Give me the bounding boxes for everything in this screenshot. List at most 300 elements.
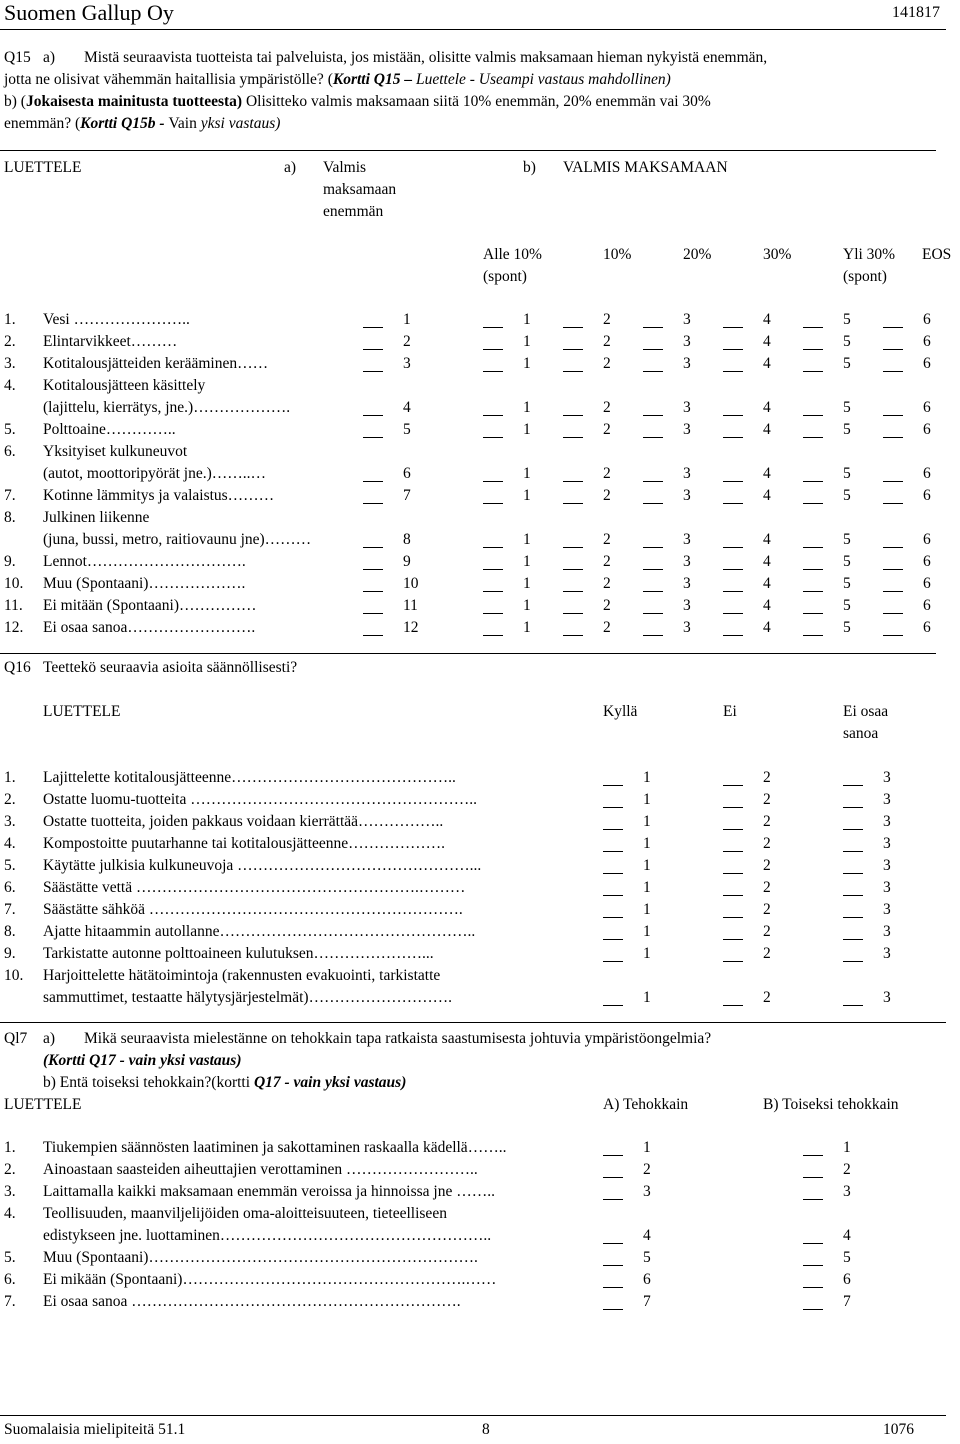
q16-col-yes: Kyllä <box>603 703 638 720</box>
q16-answer-line[interactable] <box>603 873 623 874</box>
q17-code-most-effective: 2 <box>643 1161 651 1178</box>
q15-item-number: 9. <box>4 553 16 570</box>
q15-label: Q15 <box>4 49 31 66</box>
q15-scale-code: 5 <box>843 531 851 548</box>
q16-rule-bottom <box>0 1022 946 1023</box>
q15-scale-code: 4 <box>763 311 771 328</box>
q15-answer-line[interactable] <box>883 503 903 504</box>
q15-scale-code: 5 <box>843 487 851 504</box>
q15-scale-code: 5 <box>843 399 851 416</box>
q17-answer-line[interactable] <box>603 1243 623 1244</box>
q15-scale-code: 3 <box>683 311 691 328</box>
q16-answer-line[interactable] <box>603 939 623 940</box>
q15-answer-line[interactable] <box>363 437 383 438</box>
q16-answer-line[interactable] <box>843 939 863 940</box>
q17-col-most-effective: A) Tehokkain <box>603 1096 689 1113</box>
q16-item-label: Ostatte tuotteita, joiden pakkaus voidaan kierrättää…………….. <box>43 813 444 830</box>
q17-answer-line[interactable] <box>603 1309 623 1310</box>
q15-item-label: Kotinne lämmitys ja valaistus……… <box>43 487 275 504</box>
q15-item-label-line1: Julkinen liikenne <box>43 509 150 526</box>
q15-answer-line[interactable] <box>563 503 583 504</box>
q15-scale-code: 6 <box>923 355 931 372</box>
q15-scale-header: EOS <box>922 246 952 263</box>
q16-answer-line[interactable] <box>603 829 623 830</box>
q15-item-label-line1: Kotitalousjätteen käsittely <box>43 377 206 394</box>
q15-item-code: 12 <box>403 619 419 636</box>
footer-page-number: 8 <box>482 1421 490 1438</box>
q15-part-a-marker: a) <box>43 49 56 66</box>
q16-col-no: Ei <box>723 703 737 720</box>
q15-item-code: 11 <box>403 597 418 614</box>
q16-code-no: 2 <box>763 923 771 940</box>
q16-code-dk: 3 <box>883 769 891 786</box>
q15-answer-line[interactable] <box>883 547 903 548</box>
q15-scale-code: 4 <box>763 597 771 614</box>
q15-item-code: 8 <box>403 531 411 548</box>
q16-answer-line[interactable] <box>723 873 743 874</box>
q15-answer-line[interactable] <box>563 591 583 592</box>
q15-answer-line[interactable] <box>563 547 583 548</box>
q15-answer-line[interactable] <box>723 415 743 416</box>
q15-scale-code: 5 <box>843 597 851 614</box>
q15-answer-line[interactable] <box>363 635 383 636</box>
q16-code-yes: 1 <box>643 769 651 786</box>
q16-answer-line[interactable] <box>843 785 863 786</box>
q15-scale-code: 6 <box>923 619 931 636</box>
q16-answer-line[interactable] <box>723 939 743 940</box>
q15-answer-line[interactable] <box>883 591 903 592</box>
q16-item-number: 2. <box>4 791 16 808</box>
q15-answer-line[interactable] <box>643 635 663 636</box>
q15-answer-line[interactable] <box>643 547 663 548</box>
q17-answer-line[interactable] <box>803 1155 823 1156</box>
q15-item-code: 9 <box>403 553 411 570</box>
q15-item-code: 7 <box>403 487 411 504</box>
q16-answer-line[interactable] <box>603 851 623 852</box>
q15-answer-line[interactable] <box>723 327 743 328</box>
q16-code-dk: 3 <box>883 813 891 830</box>
q15-answer-line[interactable] <box>563 371 583 372</box>
q16-item-label: Ajatte hitaammin autollanne………………………………………….. <box>43 923 476 940</box>
q15-answer-line[interactable] <box>883 481 903 482</box>
q15-answer-line[interactable] <box>723 547 743 548</box>
q17-question-a: Mikä seuraavista mielestänne on tehokkain tapa ratkaista saastumisesta johtuvia ympäristöongelmia? <box>84 1030 712 1047</box>
q15-answer-line[interactable] <box>883 635 903 636</box>
q15-answer-line[interactable] <box>723 503 743 504</box>
q15-scale-code: 1 <box>523 597 531 614</box>
q15-answer-line[interactable] <box>363 349 383 350</box>
q17-answer-line[interactable] <box>803 1199 823 1200</box>
q15-answer-line[interactable] <box>803 415 823 416</box>
q17-answer-line[interactable] <box>603 1199 623 1200</box>
q16-item-number: 5. <box>4 857 16 874</box>
q16-item-number: 6. <box>4 879 16 896</box>
q15-scale-code: 6 <box>923 421 931 438</box>
q17-question-b: b) Entä toiseksi tehokkain?(kortti Q17 - vain yksi vastaus) <box>43 1074 407 1091</box>
q15-answer-line[interactable] <box>563 437 583 438</box>
q15-col-luettele: LUETTELE <box>4 159 82 176</box>
q17-label: Ql7 <box>4 1030 28 1047</box>
q16-code-dk: 3 <box>883 857 891 874</box>
q15-answer-line[interactable] <box>363 569 383 570</box>
q16-answer-line[interactable] <box>843 961 863 962</box>
q16-item-label: sammuttimet, testaatte hälytysjärjestelmät)………………………. <box>43 989 452 1006</box>
q15-scale-code: 6 <box>923 553 931 570</box>
q16-item-number: 1. <box>4 769 16 786</box>
q16-answer-line[interactable] <box>723 961 743 962</box>
q15-answer-line[interactable] <box>563 327 583 328</box>
q15-answer-line[interactable] <box>643 591 663 592</box>
q15-scale-code: 6 <box>923 311 931 328</box>
q17-item-number: 1. <box>4 1139 16 1156</box>
q16-code-dk: 3 <box>883 945 891 962</box>
q15-answer-line[interactable] <box>883 327 903 328</box>
q15-answer-line[interactable] <box>643 569 663 570</box>
q15-rule-top <box>0 150 936 151</box>
q15-scale-code: 4 <box>763 575 771 592</box>
q15-scale-code: 1 <box>523 531 531 548</box>
q15-answer-line[interactable] <box>803 371 823 372</box>
q16-answer-line[interactable] <box>603 917 623 918</box>
q15-answer-line[interactable] <box>483 349 503 350</box>
q15-answer-line[interactable] <box>723 613 743 614</box>
q17-part-a-marker: a) <box>43 1030 56 1047</box>
q15-scale-code: 5 <box>843 311 851 328</box>
q15-answer-line[interactable] <box>483 415 503 416</box>
q15-answer-line[interactable] <box>483 437 503 438</box>
q15-answer-line[interactable] <box>723 591 743 592</box>
q15-answer-line[interactable] <box>723 349 743 350</box>
q16-answer-line[interactable] <box>843 829 863 830</box>
q15-scale-code: 4 <box>763 619 771 636</box>
q17-answer-line[interactable] <box>803 1177 823 1178</box>
q15-scale-code: 2 <box>603 311 611 328</box>
q16-label: Q16 <box>4 659 31 676</box>
q16-answer-line[interactable] <box>723 851 743 852</box>
q15-answer-line[interactable] <box>643 371 663 372</box>
q15-answer-line[interactable] <box>643 481 663 482</box>
q15-scale-code: 2 <box>603 553 611 570</box>
q15-item-label: (juna, bussi, metro, raitiovaunu jne)……… <box>43 531 312 548</box>
q15-answer-line[interactable] <box>563 415 583 416</box>
q15-item-number: 6. <box>4 443 16 460</box>
q16-code-dk: 3 <box>883 835 891 852</box>
q15-item-number: 12. <box>4 619 24 636</box>
q15-question-line1: Mistä seuraavista tuotteista tai palveluista, jos mistään, olisitte valmis maksamaan hieman nykyistä enemmän, <box>84 49 768 66</box>
q15-scale-code: 4 <box>763 553 771 570</box>
q15-item-number: 3. <box>4 355 16 372</box>
q17-col-luettele: LUETTELE <box>4 1096 82 1113</box>
q16-answer-line[interactable] <box>843 807 863 808</box>
q15-scale-code: 4 <box>763 399 771 416</box>
q16-item-label: Ostatte luomu-tuotteita ……………………………………………….. <box>43 791 477 808</box>
q15-scale-code: 2 <box>603 421 611 438</box>
q15-answer-line[interactable] <box>483 591 503 592</box>
q15-answer-line[interactable] <box>483 547 503 548</box>
q17-item-number: 5. <box>4 1249 16 1266</box>
q15-scale-code: 5 <box>843 465 851 482</box>
q15-scale-code: 4 <box>763 421 771 438</box>
q15-answer-line[interactable] <box>883 349 903 350</box>
q15-answer-line[interactable] <box>483 569 503 570</box>
q16-code-yes: 1 <box>643 945 651 962</box>
q16-code-yes: 1 <box>643 835 651 852</box>
q16-code-no: 2 <box>763 835 771 852</box>
q15-item-code: 5 <box>403 421 411 438</box>
q15-answer-line[interactable] <box>563 613 583 614</box>
q15-col-a-line3: enemmän <box>323 203 384 220</box>
q17-item-label: Ainoastaan saasteiden aiheuttajien verottaminen …………………….. <box>43 1161 478 1178</box>
q17-item-number: 4. <box>4 1205 16 1222</box>
q16-item-number: 7. <box>4 901 16 918</box>
q15-answer-line[interactable] <box>563 481 583 482</box>
q15-rule-bottom <box>0 653 936 654</box>
q17-code-second-effective: 6 <box>843 1271 851 1288</box>
q15-answer-line[interactable] <box>483 327 503 328</box>
q15-answer-line[interactable] <box>803 481 823 482</box>
q17-answer-line[interactable] <box>803 1265 823 1266</box>
q15-item-number: 2. <box>4 333 16 350</box>
q15-scale-header: 20% <box>683 246 712 263</box>
q15-answer-line[interactable] <box>883 371 903 372</box>
q16-answer-line[interactable] <box>843 851 863 852</box>
q15-scale-code: 3 <box>683 531 691 548</box>
q17-item-label: edistykseen jne. luottaminen…………………………………………….. <box>43 1227 492 1244</box>
q15-scale-code: 3 <box>683 399 691 416</box>
q16-answer-line[interactable] <box>843 917 863 918</box>
q15-answer-line[interactable] <box>643 415 663 416</box>
q15-answer-line[interactable] <box>723 481 743 482</box>
q16-answer-line[interactable] <box>723 785 743 786</box>
q15-answer-line[interactable] <box>563 635 583 636</box>
q15-col-a-marker: a) <box>284 159 297 176</box>
q15-scale-code: 5 <box>843 575 851 592</box>
header-rule <box>0 29 946 30</box>
q15-item-label: Ei mitään (Spontaani)…………… <box>43 597 257 614</box>
q15-answer-line[interactable] <box>803 569 823 570</box>
q16-item-label: Lajittelette kotitalousjätteenne…………………………………….. <box>43 769 456 786</box>
q15-answer-line[interactable] <box>883 437 903 438</box>
q16-answer-line[interactable] <box>843 1005 863 1006</box>
q16-code-yes: 1 <box>643 923 651 940</box>
q15-scale-code: 2 <box>603 487 611 504</box>
q15-item-number: 8. <box>4 509 16 526</box>
q15-item-label: Lennot…………………………. <box>43 553 246 570</box>
q15-answer-line[interactable] <box>723 569 743 570</box>
q17-item-number: 2. <box>4 1161 16 1178</box>
q15-scale-code: 4 <box>763 333 771 350</box>
q15-question-line2: jotta ne olisivat vähemmän haitallisia ympäristölle? (Kortti Q15 – Luettele - Useampi vastaus mahdollinen) <box>4 71 671 88</box>
q15-scale-code: 6 <box>923 487 931 504</box>
q15-answer-line[interactable] <box>363 503 383 504</box>
q16-answer-line[interactable] <box>603 807 623 808</box>
q15-answer-line[interactable] <box>363 547 383 548</box>
q15-answer-line[interactable] <box>363 371 383 372</box>
q17-answer-line[interactable] <box>803 1309 823 1310</box>
q15-scale-code: 3 <box>683 575 691 592</box>
q17-answer-line[interactable] <box>603 1287 623 1288</box>
q15-answer-line[interactable] <box>643 613 663 614</box>
q15-answer-line[interactable] <box>363 591 383 592</box>
q15-item-label: Kotitalousjätteiden kerääminen…… <box>43 355 269 372</box>
q15-item-number: 1. <box>4 311 16 328</box>
q17-code-most-effective: 4 <box>643 1227 651 1244</box>
q15-answer-line[interactable] <box>803 349 823 350</box>
q17-code-most-effective: 1 <box>643 1139 651 1156</box>
q17-code-second-effective: 4 <box>843 1227 851 1244</box>
q15-answer-line[interactable] <box>803 327 823 328</box>
q16-item-label: Säästätte vettä ……………………………………………….……… <box>43 879 466 896</box>
q15-scale-code: 1 <box>523 333 531 350</box>
q17-answer-line[interactable] <box>603 1155 623 1156</box>
q15-item-code: 3 <box>403 355 411 372</box>
q15-item-number: 10. <box>4 575 24 592</box>
q15-answer-line[interactable] <box>483 635 503 636</box>
q15-answer-line[interactable] <box>643 327 663 328</box>
q15-answer-line[interactable] <box>483 481 503 482</box>
q15-scale-code: 1 <box>523 421 531 438</box>
q15-scale-code: 1 <box>523 465 531 482</box>
q16-code-no: 2 <box>763 857 771 874</box>
q16-item-number: 8. <box>4 923 16 940</box>
q15-answer-line[interactable] <box>643 503 663 504</box>
q16-item-label: Säästätte sähköä ……………………………………………………. <box>43 901 463 918</box>
q16-code-yes: 1 <box>643 989 651 1006</box>
q15-item-code: 1 <box>403 311 411 328</box>
q17-item-label: Muu (Spontaani)………………………………………………………. <box>43 1249 478 1266</box>
q15-scale-code: 1 <box>523 355 531 372</box>
q16-code-yes: 1 <box>643 813 651 830</box>
q15-item-label: Ei osaa sanoa……………………. <box>43 619 256 636</box>
q15-scale-header: 10% <box>603 246 632 263</box>
q15-answer-line[interactable] <box>563 349 583 350</box>
q17-item-label: Ei osaa sanoa ………………………………………………………. <box>43 1293 461 1310</box>
q16-answer-line[interactable] <box>723 829 743 830</box>
q15-answer-line[interactable] <box>483 371 503 372</box>
q15-answer-line[interactable] <box>723 437 743 438</box>
q15-scale-code: 6 <box>923 531 931 548</box>
q15-item-label: Muu (Spontaani)………………. <box>43 575 246 592</box>
q15-scale-code: 3 <box>683 333 691 350</box>
q15-answer-line[interactable] <box>723 371 743 372</box>
q15-item-code: 2 <box>403 333 411 350</box>
q16-answer-line[interactable] <box>603 1005 623 1006</box>
q17-code-most-effective: 7 <box>643 1293 651 1310</box>
q15-answer-line[interactable] <box>363 327 383 328</box>
q16-question: Teettekö seuraavia asioita säännöllisesti? <box>43 659 298 676</box>
q15-item-number: 11. <box>4 597 23 614</box>
q15-scale-code: 2 <box>603 465 611 482</box>
q15-question-line3: b) (Jokaisesta mainitusta tuotteesta) Olisitteko valmis maksamaan siitä 10% enemmän, 20% enemmän vai 30% <box>4 93 711 110</box>
q15-answer-line[interactable] <box>803 591 823 592</box>
q15-scale-header: 30% <box>763 246 792 263</box>
q16-code-dk: 3 <box>883 923 891 940</box>
q17-item-label-line1: Teollisuuden, maanviljelijöiden oma-aloitteisuuteen, tieteelliseen <box>43 1205 447 1222</box>
q15-scale-code: 6 <box>923 575 931 592</box>
q16-item-number: 3. <box>4 813 16 830</box>
q17-code-most-effective: 3 <box>643 1183 651 1200</box>
q15-item-number: 4. <box>4 377 16 394</box>
q15-col-b: VALMIS MAKSAMAAN <box>563 159 728 176</box>
q15-scale-code: 5 <box>843 421 851 438</box>
q15-answer-line[interactable] <box>363 481 383 482</box>
q15-scale-code: 2 <box>603 575 611 592</box>
q15-scale-header-note: (spont) <box>483 268 527 285</box>
q15-scale-code: 3 <box>683 597 691 614</box>
q15-answer-line[interactable] <box>803 547 823 548</box>
q15-scale-code: 2 <box>603 399 611 416</box>
q15-scale-code: 4 <box>763 487 771 504</box>
q16-answer-line[interactable] <box>843 895 863 896</box>
q17-answer-line[interactable] <box>803 1243 823 1244</box>
q15-scale-header: Yli 30% <box>843 246 896 263</box>
q16-answer-line[interactable] <box>843 873 863 874</box>
q15-answer-line[interactable] <box>363 613 383 614</box>
q16-code-no: 2 <box>763 791 771 808</box>
q16-answer-line[interactable] <box>723 917 743 918</box>
q16-code-yes: 1 <box>643 791 651 808</box>
q15-scale-code: 2 <box>603 597 611 614</box>
q15-answer-line[interactable] <box>483 613 503 614</box>
q15-answer-line[interactable] <box>883 569 903 570</box>
q15-answer-line[interactable] <box>483 503 503 504</box>
q16-item-label-line1: Harjoittelette hätätoimintoja (rakennusten evakuointi, tarkistatte <box>43 967 441 984</box>
company-name: Suomen Gallup Oy <box>4 0 174 25</box>
q15-answer-line[interactable] <box>803 635 823 636</box>
q15-answer-line[interactable] <box>803 503 823 504</box>
q15-scale-code: 5 <box>843 355 851 372</box>
q17-code-second-effective: 1 <box>843 1139 851 1156</box>
q16-answer-line[interactable] <box>723 895 743 896</box>
q17-code-second-effective: 2 <box>843 1161 851 1178</box>
q15-scale-code: 5 <box>843 553 851 570</box>
q15-answer-line[interactable] <box>363 415 383 416</box>
q15-scale-code: 3 <box>683 465 691 482</box>
q15-answer-line[interactable] <box>643 437 663 438</box>
q15-scale-code: 1 <box>523 553 531 570</box>
q17-answer-line[interactable] <box>803 1287 823 1288</box>
q15-item-label: Vesi ………………….. <box>43 311 190 328</box>
q15-scale-code: 5 <box>843 333 851 350</box>
q15-answer-line[interactable] <box>563 569 583 570</box>
q16-answer-line[interactable] <box>723 1005 743 1006</box>
q16-code-dk: 3 <box>883 989 891 1006</box>
q15-answer-line[interactable] <box>883 613 903 614</box>
q16-code-no: 2 <box>763 945 771 962</box>
q15-answer-line[interactable] <box>883 415 903 416</box>
q16-answer-line[interactable] <box>603 961 623 962</box>
q16-answer-line[interactable] <box>603 895 623 896</box>
q15-scale-code: 2 <box>603 619 611 636</box>
q15-scale-code: 2 <box>603 333 611 350</box>
q16-code-no: 2 <box>763 989 771 1006</box>
q15-answer-line[interactable] <box>723 635 743 636</box>
q16-answer-line[interactable] <box>603 785 623 786</box>
q15-answer-line[interactable] <box>803 613 823 614</box>
q17-answer-line[interactable] <box>603 1265 623 1266</box>
q16-item-number: 9. <box>4 945 16 962</box>
q15-answer-line[interactable] <box>643 349 663 350</box>
q16-item-label: Tarkistatte autonne polttoaineen kulutuksen…………………... <box>43 945 434 962</box>
q17-item-label: Ei mikään (Spontaani)……………………………………………….…… <box>43 1271 497 1288</box>
q15-scale-code: 4 <box>763 531 771 548</box>
q16-answer-line[interactable] <box>723 807 743 808</box>
q15-answer-line[interactable] <box>803 437 823 438</box>
q15-item-code: 4 <box>403 399 411 416</box>
q17-answer-line[interactable] <box>603 1177 623 1178</box>
q16-code-no: 2 <box>763 813 771 830</box>
q17-code-second-effective: 3 <box>843 1183 851 1200</box>
